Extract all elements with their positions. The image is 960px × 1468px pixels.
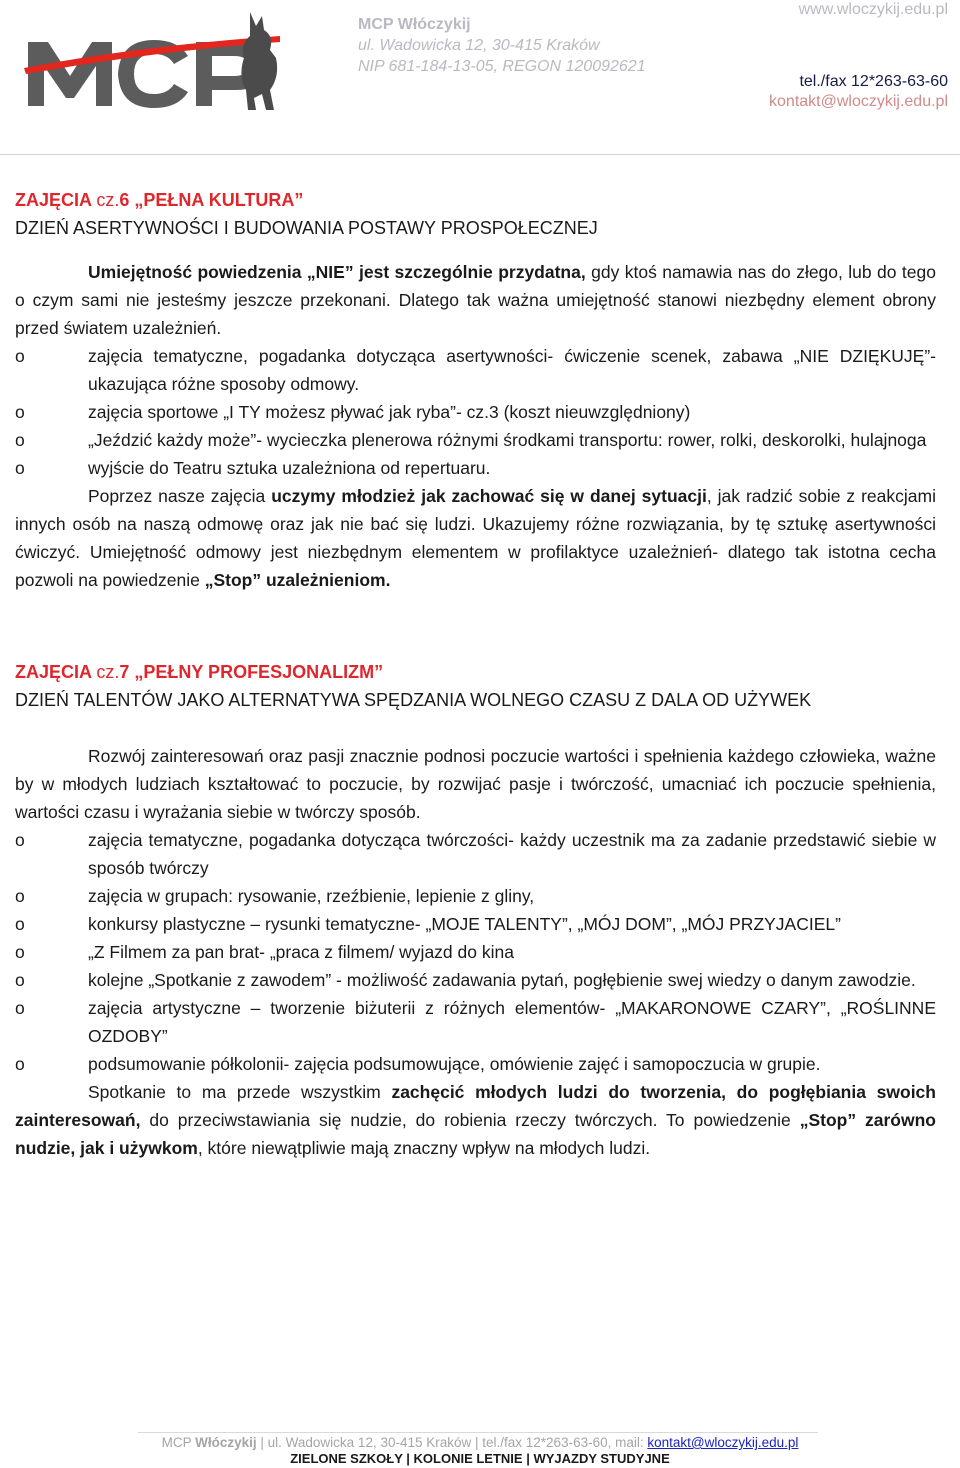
section-6-closing: Poprzez nasze zajęcia uczymy młodzież jak zachować się w danej sytuacji, jak radzić sobie z reakcjami innych osób na naszą odmowę oraz jak nie bać się ludzi. Ukazujemy różne rozwiązania, by tę sztukę asertywności ćwiczyć. Umiejętność odmowy jest niezbędnym elementem w profilaktyce uzależnień- dlatego tak istotna cecha pozwoli na powiedzenie „Stop” uzależnieniom.: [15, 486, 936, 590]
list-item: o zajęcia tematyczne, pogadanka dotycząca twórczości- każdy uczestnik ma za zadanie przedstawić siebie w sposób twórczy: [15, 826, 936, 882]
bullet: o: [15, 402, 25, 422]
footer-tagline: ZIELONE SZKOŁY | KOLONIE LETNIE | WYJAZDY STUDYJNE: [290, 1451, 670, 1466]
section-6-list: [15, 342, 936, 482]
bullet: o: [15, 830, 25, 850]
footer-divider: [138, 1432, 818, 1433]
company-registry: NIP 681-184-13-05, REGON 120092621: [358, 58, 646, 75]
bullet: o: [15, 942, 25, 962]
list-item: o zajęcia sportowe „I TY możesz pływać jak ryba”- cz.3 (koszt nieuwzględniony): [15, 398, 936, 426]
bullet: o: [15, 886, 25, 906]
section-7-closing: Spotkanie to ma przede wszystkim zachęcić młodych ludzi do tworzenia, do pogłębiania swoich zainteresowań, do przeciwstawiania się nudzie, do robienia rzeczy twórczych. To powiedzenie „Stop” zarówno nudzie, jak i używkom, które niewątpliwie mają znaczny wpływ na młodych ludzi.: [15, 1082, 936, 1158]
company-info: [358, 14, 646, 77]
list-item: o zajęcia tematyczne, pogadanka dotycząca asertywności- ćwiczenie scenek, zabawa „NIE DZIĘKUJĘ”- ukazująca różne sposoby odmowy.: [15, 342, 936, 398]
bullet: o: [15, 458, 25, 478]
section-7-title: ZAJĘCIA cz.7 „PEŁNY PROFESJONALIZM”: [15, 662, 384, 682]
dog-icon: [241, 12, 277, 110]
list-item: o „Z Filmem za pan brat- „praca z filmem/ wyjazd do kina: [15, 938, 936, 966]
document-body: [15, 186, 936, 1162]
section-6-subtitle: DZIEŃ ASERTYWNOŚCI I BUDOWANIA POSTAWY PROSPOŁECZNEJ: [15, 218, 598, 238]
mcp-logo: [18, 6, 288, 126]
bullet: o: [15, 998, 25, 1018]
website-link[interactable]: www.wloczykij.edu.pl: [798, 1, 948, 18]
contact-block: [769, 0, 948, 112]
list-item: o „Jeździć każdy może”- wycieczka plenerowa różnymi środkami transportu: rower, rolki, deskorolki, hulajnoga: [15, 426, 936, 454]
section-6-title: ZAJĘCIA cz.6 „PEŁNA KULTURA”: [15, 190, 304, 210]
list-item: o kolejne „Spotkanie z zawodem” - możliwość zadawania pytań, pogłębienie swej wiedzy o danym zawodzie.: [15, 966, 936, 994]
logo-graphic: [18, 6, 288, 126]
header-divider: [0, 154, 960, 155]
footer-contact: MCP Włóczykij | ul. Wadowicka 12, 30-415 Kraków | tel./fax 12*263-63-60, mail: kontakt@wloczykij.edu.pl: [161, 1435, 799, 1450]
bullet: o: [15, 914, 25, 934]
bullet: o: [15, 430, 25, 450]
section-7-subtitle: DZIEŃ TALENTÓW JAKO ALTERNATYWA SPĘDZANIA WOLNEGO CZASU Z DALA OD UŻYWEK: [15, 690, 812, 710]
list-item: o konkursy plastyczne – rysunki tematyczne- „MOJE TALENTY”, „MÓJ DOM”, „MÓJ PRZYJACIEL”: [15, 910, 936, 938]
section-6-intro: Umiejętność powiedzenia „NIE” jest szczególnie przydatna, gdy ktoś namawia nas do złego, lub do tego o czym sami nie jesteśmy jeszcze przekonani. Dlatego tak ważna umiejętność stanowi niezbędny element obrony przed światem uzależnień.: [15, 262, 936, 338]
email-link[interactable]: kontakt@wloczykij.edu.pl: [769, 93, 948, 110]
company-name: MCP Włóczykij: [358, 16, 471, 33]
section-7-list: [15, 826, 936, 1078]
list-item: o zajęcia w grupach: rysowanie, rzeźbienie, lepienie z gliny,: [15, 882, 936, 910]
footer-email-link[interactable]: kontakt@wloczykij.edu.pl: [647, 1435, 799, 1450]
list-item: o zajęcia artystyczne – tworzenie biżuterii z różnych elementów- „MAKARONOWE CZARY”, „ROŚLINNE OZDOBY”: [15, 994, 936, 1050]
company-address: ul. Wadowicka 12, 30-415 Kraków: [358, 37, 600, 54]
bullet: o: [15, 1054, 25, 1074]
list-item: o wyjście do Teatru sztuka uzależniona od repertuaru.: [15, 454, 936, 482]
bullet: o: [15, 346, 25, 366]
phone-number: tel./fax 12*263-63-60: [799, 73, 948, 90]
list-item: o podsumowanie półkolonii- zajęcia podsumowujące, omówienie zajęć i samopoczucia w grupie.: [15, 1050, 936, 1078]
bullet: o: [15, 970, 25, 990]
section-7-intro: Rozwój zainteresowań oraz pasji znacznie podnosi poczucie wartości i spełnienia każdego człowieka, ważne by w młodych ludziach kształtować to poczucie, by rozwijać pasje i twórczość, umacniać ich poczucie spełnienia, wartości czasu i wyrażania siebie w twórczy sposób.: [15, 746, 936, 822]
